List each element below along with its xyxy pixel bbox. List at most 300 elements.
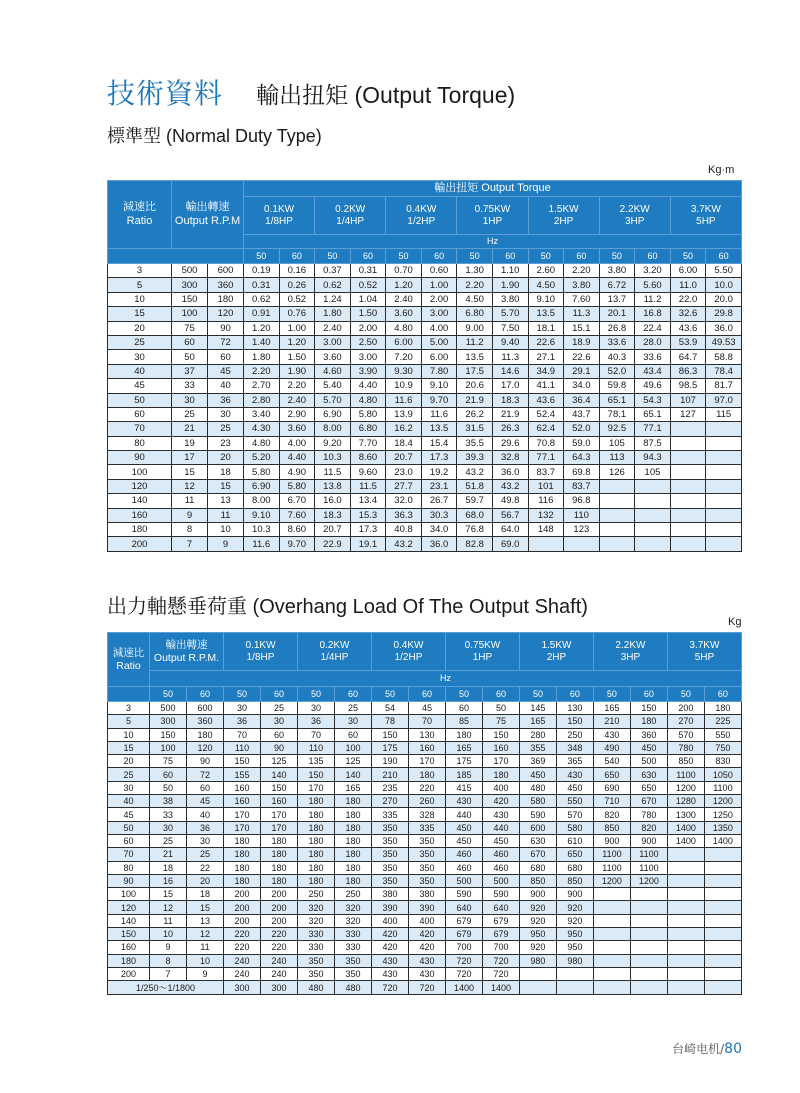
value-cell bbox=[593, 901, 630, 914]
table-row bbox=[108, 954, 742, 967]
value-cell: 86.3 bbox=[670, 364, 706, 378]
value-cell: 900 bbox=[556, 888, 593, 901]
value-cell: 550 bbox=[556, 795, 593, 808]
value-cell: 180 bbox=[630, 715, 667, 728]
value-cell: 110 bbox=[564, 508, 600, 522]
ratio-cell: 1/250～1/1800 bbox=[108, 981, 224, 995]
value-cell: 6.00 bbox=[670, 264, 706, 278]
value-cell: 950 bbox=[556, 941, 593, 954]
value-cell bbox=[630, 888, 667, 901]
value-cell: 170 bbox=[224, 808, 261, 821]
value-cell: 1300 bbox=[667, 808, 704, 821]
table-row bbox=[108, 278, 742, 292]
rpm-cell: 45 bbox=[208, 364, 244, 378]
ratio-cell: 60 bbox=[108, 407, 172, 421]
value-cell: 11.6 bbox=[244, 537, 280, 551]
value-cell: 17.5 bbox=[457, 364, 493, 378]
value-cell bbox=[667, 874, 704, 887]
ratio-cell: 45 bbox=[108, 808, 150, 821]
value-cell: 3.00 bbox=[315, 335, 351, 349]
value-cell: 4.80 bbox=[386, 321, 422, 335]
value-cell: 31.5 bbox=[457, 422, 493, 436]
value-cell: 13.8 bbox=[315, 479, 351, 493]
value-cell: 23.0 bbox=[386, 465, 422, 479]
rpm-cell: 22 bbox=[187, 861, 224, 874]
value-cell: 350 bbox=[408, 874, 445, 887]
value-cell: 22.0 bbox=[670, 292, 706, 306]
rpm-cell: 120 bbox=[208, 307, 244, 321]
value-cell: 0.52 bbox=[350, 278, 386, 292]
value-cell: 180 bbox=[224, 861, 261, 874]
value-cell bbox=[704, 941, 741, 954]
value-cell: 320 bbox=[334, 901, 371, 914]
value-cell bbox=[630, 928, 667, 941]
ratio-cell: 100 bbox=[108, 888, 150, 901]
value-cell: 54.3 bbox=[635, 393, 671, 407]
table-row bbox=[108, 335, 742, 349]
ratio-cell: 100 bbox=[108, 465, 172, 479]
value-cell: 18.3 bbox=[492, 393, 528, 407]
value-cell: 350 bbox=[371, 874, 408, 887]
value-cell: 4.00 bbox=[421, 321, 457, 335]
value-cell: 3.80 bbox=[492, 292, 528, 306]
value-cell: 185 bbox=[445, 768, 482, 781]
value-cell: 2.80 bbox=[244, 393, 280, 407]
value-cell: 320 bbox=[298, 914, 335, 927]
value-cell: 2.70 bbox=[244, 379, 280, 393]
value-cell: 25 bbox=[261, 702, 298, 715]
value-cell: 170 bbox=[261, 821, 298, 834]
value-cell: 180 bbox=[334, 795, 371, 808]
value-cell: 52.0 bbox=[564, 422, 600, 436]
value-cell bbox=[704, 874, 741, 887]
value-cell: 165 bbox=[445, 741, 482, 754]
value-cell: 430 bbox=[556, 768, 593, 781]
value-cell: 920 bbox=[519, 914, 556, 927]
table-row bbox=[108, 350, 742, 364]
value-cell: 36.0 bbox=[492, 465, 528, 479]
value-cell: 200 bbox=[261, 888, 298, 901]
value-cell: 85 bbox=[445, 715, 482, 728]
hz-value: 50 bbox=[457, 249, 493, 264]
value-cell: 540 bbox=[593, 755, 630, 768]
hz-value: 60 bbox=[261, 687, 298, 702]
value-cell: 5.20 bbox=[244, 451, 280, 465]
value-cell bbox=[593, 888, 630, 901]
value-cell: 220 bbox=[261, 928, 298, 941]
value-cell: 335 bbox=[408, 821, 445, 834]
value-cell: 22.4 bbox=[635, 321, 671, 335]
value-cell: 13.5 bbox=[457, 350, 493, 364]
value-cell: 1.20 bbox=[244, 321, 280, 335]
ratio-cell: 160 bbox=[108, 941, 150, 954]
value-cell: 350 bbox=[371, 821, 408, 834]
ratio-cell: 70 bbox=[108, 422, 172, 436]
value-cell: 59.8 bbox=[599, 379, 635, 393]
value-cell: 430 bbox=[593, 728, 630, 741]
rpm-cell: 11 bbox=[208, 508, 244, 522]
table-row bbox=[108, 874, 742, 887]
value-cell: 150 bbox=[298, 768, 335, 781]
value-cell: 3.90 bbox=[350, 364, 386, 378]
value-cell: 43.2 bbox=[492, 479, 528, 493]
rpm-cell: 18 bbox=[187, 888, 224, 901]
value-cell: 210 bbox=[371, 768, 408, 781]
table-row bbox=[108, 741, 742, 754]
value-cell bbox=[593, 967, 630, 980]
power-header: 0.2KW 1/4HP bbox=[315, 197, 386, 235]
value-cell: 70 bbox=[408, 715, 445, 728]
value-cell: 96.8 bbox=[564, 494, 600, 508]
value-cell: 1400 bbox=[704, 834, 741, 847]
value-cell: 9.70 bbox=[421, 393, 457, 407]
rpm-cell: 25 bbox=[208, 422, 244, 436]
rpm-cell: 72 bbox=[208, 335, 244, 349]
value-cell: 11.5 bbox=[315, 465, 351, 479]
value-cell: 29.1 bbox=[564, 364, 600, 378]
value-cell: 180 bbox=[408, 768, 445, 781]
table-row bbox=[108, 523, 742, 537]
value-cell: 82.8 bbox=[457, 537, 493, 551]
value-cell: 70 bbox=[224, 728, 261, 741]
value-cell: 36.0 bbox=[706, 321, 742, 335]
value-cell: 27.7 bbox=[386, 479, 422, 493]
value-cell: 10.0 bbox=[706, 278, 742, 292]
rpm-cell: 100 bbox=[172, 307, 208, 321]
rpm-cell: 60 bbox=[150, 768, 187, 781]
value-cell: 51.8 bbox=[457, 479, 493, 493]
ratio-cell: 25 bbox=[108, 335, 172, 349]
hz-value: 60 bbox=[187, 687, 224, 702]
value-cell: 2.40 bbox=[279, 393, 315, 407]
value-cell: 11.2 bbox=[457, 335, 493, 349]
ratio-cell: 80 bbox=[108, 436, 172, 450]
value-cell: 13.5 bbox=[528, 307, 564, 321]
value-cell: 350 bbox=[334, 954, 371, 967]
value-cell: 77.1 bbox=[635, 422, 671, 436]
value-cell: 5.40 bbox=[315, 379, 351, 393]
value-cell: 20.0 bbox=[706, 292, 742, 306]
value-cell: 9.30 bbox=[386, 364, 422, 378]
rpm-header: 輸出轉速 Output R.P.M. bbox=[150, 633, 224, 671]
value-cell: 30 bbox=[261, 715, 298, 728]
value-cell bbox=[706, 494, 742, 508]
value-cell bbox=[667, 941, 704, 954]
rpm-cell: 75 bbox=[150, 755, 187, 768]
value-cell: 679 bbox=[482, 928, 519, 941]
value-cell: 220 bbox=[224, 928, 261, 941]
ratio-cell: 200 bbox=[108, 967, 150, 980]
value-cell: 350 bbox=[371, 834, 408, 847]
value-cell: 53.9 bbox=[670, 335, 706, 349]
value-cell: 43.7 bbox=[564, 407, 600, 421]
value-cell: 11.3 bbox=[492, 350, 528, 364]
value-cell: 850 bbox=[519, 874, 556, 887]
value-cell bbox=[556, 981, 593, 995]
value-cell: 130 bbox=[556, 702, 593, 715]
value-cell bbox=[593, 928, 630, 941]
value-cell: 2.20 bbox=[457, 278, 493, 292]
value-cell: 335 bbox=[371, 808, 408, 821]
value-cell: 320 bbox=[298, 901, 335, 914]
value-cell: 210 bbox=[593, 715, 630, 728]
value-cell: 8.60 bbox=[279, 523, 315, 537]
value-cell: 680 bbox=[556, 861, 593, 874]
value-cell: 570 bbox=[556, 808, 593, 821]
value-cell: 49.8 bbox=[492, 494, 528, 508]
value-cell: 170 bbox=[298, 781, 335, 794]
value-cell: 9.20 bbox=[315, 436, 351, 450]
value-cell: 28.0 bbox=[635, 335, 671, 349]
value-cell: 1400 bbox=[667, 834, 704, 847]
hz-value: 50 bbox=[519, 687, 556, 702]
value-cell: 3.60 bbox=[279, 422, 315, 436]
table-row bbox=[108, 901, 742, 914]
value-cell: 200 bbox=[261, 914, 298, 927]
overhang-section-title: 出力軸懸垂荷重 (Overhang Load Of The Output Shaft) bbox=[107, 596, 588, 618]
value-cell: 330 bbox=[334, 941, 371, 954]
table-row bbox=[108, 407, 742, 421]
value-cell: 78.1 bbox=[599, 407, 635, 421]
value-cell: 4.90 bbox=[279, 465, 315, 479]
value-cell: 8.00 bbox=[244, 494, 280, 508]
hz-value: 50 bbox=[528, 249, 564, 264]
value-cell: 1.20 bbox=[279, 335, 315, 349]
value-cell: 450 bbox=[445, 821, 482, 834]
ratio-cell: 90 bbox=[108, 451, 172, 465]
value-cell: 150 bbox=[482, 728, 519, 741]
value-cell: 34.0 bbox=[564, 379, 600, 393]
value-cell: 105 bbox=[635, 465, 671, 479]
rpm-cell: 12 bbox=[172, 479, 208, 493]
value-cell: 5.70 bbox=[315, 393, 351, 407]
value-cell: 0.70 bbox=[386, 264, 422, 278]
table-row bbox=[108, 537, 742, 551]
ratio-cell: 50 bbox=[108, 393, 172, 407]
value-cell: 980 bbox=[519, 954, 556, 967]
rpm-cell: 8 bbox=[150, 954, 187, 967]
value-cell: 430 bbox=[408, 967, 445, 980]
value-cell: 130 bbox=[408, 728, 445, 741]
value-cell: 43.2 bbox=[457, 465, 493, 479]
power-header: 0.4KW 1/2HP bbox=[371, 633, 445, 671]
value-cell: 8.00 bbox=[315, 422, 351, 436]
table-row bbox=[108, 451, 742, 465]
value-cell: 160 bbox=[408, 741, 445, 754]
table-row bbox=[108, 848, 742, 861]
power-header: 3.7KW 5HP bbox=[670, 197, 741, 235]
power-header: 2.2KW 3HP bbox=[593, 633, 667, 671]
rpm-cell: 10 bbox=[208, 523, 244, 537]
value-cell: 6.72 bbox=[599, 278, 635, 292]
value-cell: 33.6 bbox=[635, 350, 671, 364]
power-header: 3.7KW 5HP bbox=[667, 633, 741, 671]
value-cell: 1.50 bbox=[279, 350, 315, 364]
value-cell: 3.00 bbox=[421, 307, 457, 321]
value-cell: 0.26 bbox=[279, 278, 315, 292]
value-cell: 5.60 bbox=[635, 278, 671, 292]
value-cell: 148 bbox=[528, 523, 564, 537]
hz-value: 50 bbox=[445, 687, 482, 702]
value-cell: 1400 bbox=[667, 821, 704, 834]
value-cell: 32.8 bbox=[492, 451, 528, 465]
value-cell: 35.5 bbox=[457, 436, 493, 450]
hz-value: 50 bbox=[150, 687, 187, 702]
value-cell: 1200 bbox=[630, 874, 667, 887]
value-cell: 1100 bbox=[630, 861, 667, 874]
ratio-cell: 25 bbox=[108, 768, 150, 781]
value-cell: 1.50 bbox=[350, 307, 386, 321]
rpm-cell: 15 bbox=[187, 901, 224, 914]
value-cell: 1400 bbox=[445, 981, 482, 995]
rpm-cell: 120 bbox=[187, 741, 224, 754]
table-row bbox=[108, 321, 742, 335]
value-cell: 180 bbox=[334, 821, 371, 834]
value-cell: 11.5 bbox=[350, 479, 386, 493]
value-cell: 13.4 bbox=[350, 494, 386, 508]
rpm-cell: 30 bbox=[172, 393, 208, 407]
rpm-cell: 20 bbox=[187, 874, 224, 887]
value-cell: 420 bbox=[482, 795, 519, 808]
table-row bbox=[108, 379, 742, 393]
rpm-cell: 15 bbox=[150, 888, 187, 901]
value-cell bbox=[593, 954, 630, 967]
value-cell: 160 bbox=[261, 795, 298, 808]
ratio-cell: 3 bbox=[108, 264, 172, 278]
value-cell: 13.9 bbox=[386, 407, 422, 421]
value-cell: 83.7 bbox=[564, 479, 600, 493]
value-cell: 850 bbox=[556, 874, 593, 887]
value-cell: 43.6 bbox=[670, 321, 706, 335]
value-cell: 1.80 bbox=[315, 307, 351, 321]
value-cell bbox=[667, 967, 704, 980]
value-cell: 180 bbox=[334, 808, 371, 821]
value-cell bbox=[706, 451, 742, 465]
value-cell: 150 bbox=[261, 781, 298, 794]
ratio-cell: 15 bbox=[108, 741, 150, 754]
rpm-cell: 25 bbox=[187, 848, 224, 861]
ratio-cell: 40 bbox=[108, 795, 150, 808]
rpm-cell: 25 bbox=[172, 407, 208, 421]
value-cell: 9.70 bbox=[279, 537, 315, 551]
value-cell: 6.00 bbox=[386, 335, 422, 349]
hz-value: 60 bbox=[704, 687, 741, 702]
value-cell: 5.80 bbox=[350, 407, 386, 421]
value-cell: 15.1 bbox=[564, 321, 600, 335]
value-cell: 23.1 bbox=[421, 479, 457, 493]
value-cell: 450 bbox=[630, 741, 667, 754]
value-cell: 0.37 bbox=[315, 264, 351, 278]
value-cell: 610 bbox=[556, 834, 593, 847]
ratio-cell: 120 bbox=[108, 901, 150, 914]
value-cell: 200 bbox=[667, 702, 704, 715]
value-cell: 5.70 bbox=[492, 307, 528, 321]
value-cell: 220 bbox=[261, 941, 298, 954]
value-cell: 350 bbox=[408, 861, 445, 874]
value-cell bbox=[704, 928, 741, 941]
rpm-cell: 30 bbox=[150, 821, 187, 834]
value-cell: 240 bbox=[261, 967, 298, 980]
ratio-header: 減速比 Ratio bbox=[108, 633, 150, 687]
rpm-cell: 60 bbox=[172, 335, 208, 349]
value-cell bbox=[630, 901, 667, 914]
rpm-cell: 9 bbox=[208, 537, 244, 551]
rpm-cell: 13 bbox=[187, 914, 224, 927]
rpm-cell: 9 bbox=[150, 941, 187, 954]
rpm-cell: 75 bbox=[172, 321, 208, 335]
value-cell: 175 bbox=[371, 741, 408, 754]
value-cell: 115 bbox=[706, 407, 742, 421]
value-cell: 26.7 bbox=[421, 494, 457, 508]
value-cell: 430 bbox=[445, 795, 482, 808]
value-cell: 450 bbox=[445, 834, 482, 847]
value-cell: 710 bbox=[593, 795, 630, 808]
value-cell: 4.40 bbox=[350, 379, 386, 393]
value-cell bbox=[667, 914, 704, 927]
value-cell: 700 bbox=[482, 941, 519, 954]
value-cell: 140 bbox=[261, 768, 298, 781]
value-cell: 150 bbox=[224, 755, 261, 768]
value-cell: 390 bbox=[408, 901, 445, 914]
value-cell: 76.8 bbox=[457, 523, 493, 537]
value-cell: 18.3 bbox=[315, 508, 351, 522]
value-cell: 2.40 bbox=[386, 292, 422, 306]
value-cell: 720 bbox=[445, 967, 482, 980]
value-cell bbox=[630, 914, 667, 927]
ratio-cell: 120 bbox=[108, 479, 172, 493]
value-cell: 1.20 bbox=[386, 278, 422, 292]
value-cell: 64.0 bbox=[492, 523, 528, 537]
rpm-cell: 18 bbox=[208, 465, 244, 479]
value-cell bbox=[635, 494, 671, 508]
value-cell: 113 bbox=[599, 451, 635, 465]
value-cell: 0.62 bbox=[244, 292, 280, 306]
value-cell: 900 bbox=[593, 834, 630, 847]
value-cell: 300 bbox=[261, 981, 298, 995]
value-cell: 175 bbox=[445, 755, 482, 768]
value-cell: 350 bbox=[371, 861, 408, 874]
rpm-cell: 11 bbox=[150, 914, 187, 927]
value-cell: 1200 bbox=[593, 874, 630, 887]
value-cell: 27.1 bbox=[528, 350, 564, 364]
table-row bbox=[108, 795, 742, 808]
value-cell: 70.8 bbox=[528, 436, 564, 450]
overhang-unit: Kg bbox=[728, 616, 742, 628]
value-cell: 1.04 bbox=[350, 292, 386, 306]
value-cell: 180 bbox=[261, 874, 298, 887]
rpm-cell: 600 bbox=[187, 702, 224, 715]
rpm-cell: 36 bbox=[187, 821, 224, 834]
value-cell: 650 bbox=[630, 781, 667, 794]
value-cell: 1.30 bbox=[457, 264, 493, 278]
value-cell: 9.10 bbox=[244, 508, 280, 522]
hz-value: 60 bbox=[482, 687, 519, 702]
value-cell: 1350 bbox=[704, 821, 741, 834]
value-cell: 180 bbox=[704, 702, 741, 715]
ratio-cell: 45 bbox=[108, 379, 172, 393]
value-cell: 1.00 bbox=[279, 321, 315, 335]
value-cell: 22.6 bbox=[564, 350, 600, 364]
value-cell bbox=[593, 914, 630, 927]
value-cell: 22.6 bbox=[528, 335, 564, 349]
value-cell: 13.7 bbox=[599, 292, 635, 306]
hz-value: 50 bbox=[667, 687, 704, 702]
value-cell: 11.2 bbox=[635, 292, 671, 306]
value-cell: 127 bbox=[670, 407, 706, 421]
table-row bbox=[108, 393, 742, 407]
ratio-cell: 90 bbox=[108, 874, 150, 887]
value-cell: 41.1 bbox=[528, 379, 564, 393]
